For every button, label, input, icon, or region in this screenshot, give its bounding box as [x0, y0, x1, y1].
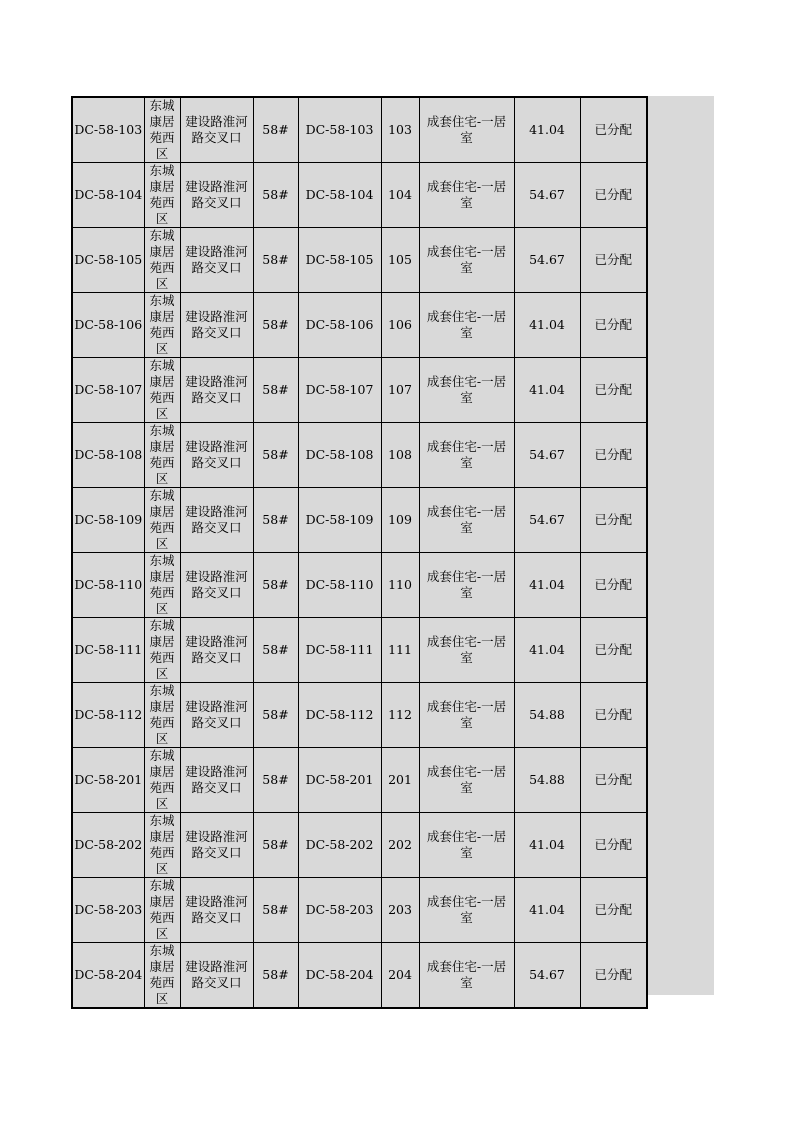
cell-type-text: 成套住宅-一居室	[426, 894, 507, 925]
cell-type-text: 成套住宅-一居室	[426, 699, 507, 730]
cell-community	[144, 553, 180, 618]
cell-location-text: 建设路淮河路交叉口	[185, 764, 248, 795]
cell-community-text: 东城康居苑西区	[149, 358, 175, 421]
cell-location-text: 建设路淮河路交叉口	[185, 959, 248, 990]
cell-room: 109	[381, 488, 419, 553]
cell-location	[180, 683, 253, 748]
cell-status: 已分配	[580, 943, 647, 1009]
cell-code: DC-58-204	[72, 943, 144, 1009]
cell-status: 已分配	[580, 488, 647, 553]
cell-location-text: 建设路淮河路交叉口	[185, 244, 248, 275]
cell-unit-code: DC-58-110	[298, 553, 381, 618]
cell-type	[419, 293, 514, 358]
cell-community-text: 东城康居苑西区	[149, 748, 175, 811]
cell-type-text: 成套住宅-一居室	[426, 439, 507, 470]
cell-unit-code: DC-58-201	[298, 748, 381, 813]
table-row	[72, 618, 647, 683]
cell-unit-code: DC-58-111	[298, 618, 381, 683]
cell-unit-code: DC-58-104	[298, 163, 381, 228]
cell-type-text: 成套住宅-一居室	[426, 959, 507, 990]
cell-building: 58#	[253, 553, 298, 618]
cell-building: 58#	[253, 813, 298, 878]
cell-building: 58#	[253, 683, 298, 748]
cell-room: 203	[381, 878, 419, 943]
cell-code: DC-58-109	[72, 488, 144, 553]
cell-room: 111	[381, 618, 419, 683]
cell-code: DC-58-108	[72, 423, 144, 488]
cell-area: 41.04	[514, 618, 580, 683]
cell-building: 58#	[253, 358, 298, 423]
cell-location-text: 建设路淮河路交叉口	[185, 114, 248, 145]
cell-community	[144, 813, 180, 878]
cell-location	[180, 423, 253, 488]
cell-building: 58#	[253, 228, 298, 293]
cell-room: 107	[381, 358, 419, 423]
cell-community	[144, 163, 180, 228]
cell-unit-code: DC-58-112	[298, 683, 381, 748]
table-body	[72, 97, 647, 1008]
cell-status: 已分配	[580, 423, 647, 488]
cell-status: 已分配	[580, 553, 647, 618]
cell-type	[419, 97, 514, 163]
cell-location	[180, 293, 253, 358]
cell-area: 54.67	[514, 943, 580, 1009]
cell-area: 54.67	[514, 163, 580, 228]
cell-room: 106	[381, 293, 419, 358]
cell-type	[419, 878, 514, 943]
cell-status: 已分配	[580, 683, 647, 748]
cell-room: 110	[381, 553, 419, 618]
cell-type-text: 成套住宅-一居室	[426, 764, 507, 795]
cell-type-text: 成套住宅-一居室	[426, 504, 507, 535]
cell-location	[180, 228, 253, 293]
cell-type	[419, 618, 514, 683]
cell-code: DC-58-112	[72, 683, 144, 748]
cell-room: 105	[381, 228, 419, 293]
cell-community-text: 东城康居苑西区	[149, 423, 175, 486]
cell-building: 58#	[253, 943, 298, 1009]
cell-type	[419, 683, 514, 748]
cell-community	[144, 748, 180, 813]
cell-building: 58#	[253, 748, 298, 813]
cell-type	[419, 943, 514, 1009]
housing-allocation-table	[71, 96, 648, 1009]
table-row	[72, 813, 647, 878]
cell-community-text: 东城康居苑西区	[149, 878, 175, 941]
cell-unit-code: DC-58-109	[298, 488, 381, 553]
cell-unit-code: DC-58-108	[298, 423, 381, 488]
cell-code: DC-58-203	[72, 878, 144, 943]
cell-location-text: 建设路淮河路交叉口	[185, 634, 248, 665]
cell-community	[144, 97, 180, 163]
cell-community-text: 东城康居苑西区	[149, 813, 175, 876]
cell-code: DC-58-106	[72, 293, 144, 358]
cell-type-text: 成套住宅-一居室	[426, 309, 507, 340]
cell-status: 已分配	[580, 878, 647, 943]
cell-location-text: 建设路淮河路交叉口	[185, 829, 248, 860]
cell-location	[180, 878, 253, 943]
cell-code: DC-58-105	[72, 228, 144, 293]
cell-community-text: 东城康居苑西区	[149, 488, 175, 551]
cell-location	[180, 163, 253, 228]
cell-building: 58#	[253, 488, 298, 553]
cell-type	[419, 813, 514, 878]
cell-community	[144, 358, 180, 423]
cell-status: 已分配	[580, 813, 647, 878]
table-row	[72, 423, 647, 488]
cell-location	[180, 943, 253, 1009]
cell-location-text: 建设路淮河路交叉口	[185, 699, 248, 730]
cell-area: 54.67	[514, 423, 580, 488]
cell-unit-code: DC-58-202	[298, 813, 381, 878]
cell-location	[180, 748, 253, 813]
cell-community-text: 东城康居苑西区	[149, 553, 175, 616]
cell-location	[180, 97, 253, 163]
cell-type-text: 成套住宅-一居室	[426, 114, 507, 145]
cell-code: DC-58-202	[72, 813, 144, 878]
cell-area: 41.04	[514, 553, 580, 618]
cell-location	[180, 488, 253, 553]
cell-type	[419, 423, 514, 488]
cell-type-text: 成套住宅-一居室	[426, 179, 507, 210]
cell-area: 41.04	[514, 358, 580, 423]
cell-unit-code: DC-58-106	[298, 293, 381, 358]
table-row	[72, 748, 647, 813]
cell-area: 41.04	[514, 97, 580, 163]
cell-community-text: 东城康居苑西区	[149, 163, 175, 226]
cell-unit-code: DC-58-103	[298, 97, 381, 163]
cell-code: DC-58-201	[72, 748, 144, 813]
table-row	[72, 293, 647, 358]
cell-community-text: 东城康居苑西区	[149, 293, 175, 356]
cell-building: 58#	[253, 878, 298, 943]
cell-type	[419, 748, 514, 813]
cell-unit-code: DC-58-107	[298, 358, 381, 423]
cell-community	[144, 618, 180, 683]
cell-room: 108	[381, 423, 419, 488]
table-row	[72, 228, 647, 293]
cell-code: DC-58-111	[72, 618, 144, 683]
cell-type	[419, 358, 514, 423]
cell-location-text: 建设路淮河路交叉口	[185, 439, 248, 470]
cell-community	[144, 228, 180, 293]
cell-location	[180, 553, 253, 618]
cell-location-text: 建设路淮河路交叉口	[185, 179, 248, 210]
cell-community	[144, 878, 180, 943]
cell-community	[144, 293, 180, 358]
cell-status: 已分配	[580, 228, 647, 293]
table-row	[72, 683, 647, 748]
cell-community	[144, 943, 180, 1009]
cell-area: 54.88	[514, 683, 580, 748]
cell-area: 54.88	[514, 748, 580, 813]
table-row	[72, 553, 647, 618]
table-row	[72, 358, 647, 423]
cell-building: 58#	[253, 618, 298, 683]
cell-room: 104	[381, 163, 419, 228]
cell-community	[144, 423, 180, 488]
cell-building: 58#	[253, 97, 298, 163]
cell-status: 已分配	[580, 618, 647, 683]
cell-building: 58#	[253, 423, 298, 488]
cell-code: DC-58-104	[72, 163, 144, 228]
cell-community-text: 东城康居苑西区	[149, 98, 175, 161]
cell-code: DC-58-107	[72, 358, 144, 423]
cell-status: 已分配	[580, 163, 647, 228]
cell-status: 已分配	[580, 748, 647, 813]
cell-location-text: 建设路淮河路交叉口	[185, 569, 248, 600]
cell-type-text: 成套住宅-一居室	[426, 569, 507, 600]
table-row	[72, 488, 647, 553]
cell-area: 41.04	[514, 293, 580, 358]
cell-location-text: 建设路淮河路交叉口	[185, 894, 248, 925]
gray-margin-band	[647, 96, 714, 995]
table-row	[72, 97, 647, 163]
cell-room: 202	[381, 813, 419, 878]
cell-community-text: 东城康居苑西区	[149, 943, 175, 1006]
cell-type	[419, 228, 514, 293]
cell-location	[180, 618, 253, 683]
cell-community	[144, 683, 180, 748]
cell-community-text: 东城康居苑西区	[149, 228, 175, 291]
cell-type	[419, 488, 514, 553]
cell-code: DC-58-110	[72, 553, 144, 618]
cell-area: 54.67	[514, 228, 580, 293]
cell-room: 103	[381, 97, 419, 163]
cell-room: 112	[381, 683, 419, 748]
table-row	[72, 878, 647, 943]
cell-community	[144, 488, 180, 553]
cell-unit-code: DC-58-203	[298, 878, 381, 943]
cell-community-text: 东城康居苑西区	[149, 683, 175, 746]
cell-unit-code: DC-58-204	[298, 943, 381, 1009]
cell-type	[419, 163, 514, 228]
cell-status: 已分配	[580, 293, 647, 358]
cell-type-text: 成套住宅-一居室	[426, 374, 507, 405]
cell-location	[180, 813, 253, 878]
cell-area: 41.04	[514, 878, 580, 943]
cell-building: 58#	[253, 293, 298, 358]
cell-community-text: 东城康居苑西区	[149, 618, 175, 681]
cell-status: 已分配	[580, 358, 647, 423]
cell-location-text: 建设路淮河路交叉口	[185, 309, 248, 340]
cell-type-text: 成套住宅-一居室	[426, 244, 507, 275]
cell-room: 201	[381, 748, 419, 813]
cell-code: DC-58-103	[72, 97, 144, 163]
table-row	[72, 943, 647, 1009]
cell-type	[419, 553, 514, 618]
cell-location	[180, 358, 253, 423]
cell-unit-code: DC-58-105	[298, 228, 381, 293]
cell-status: 已分配	[580, 97, 647, 163]
cell-area: 54.67	[514, 488, 580, 553]
cell-location-text: 建设路淮河路交叉口	[185, 374, 248, 405]
cell-area: 41.04	[514, 813, 580, 878]
cell-room: 204	[381, 943, 419, 1009]
cell-type-text: 成套住宅-一居室	[426, 829, 507, 860]
cell-building: 58#	[253, 163, 298, 228]
cell-type-text: 成套住宅-一居室	[426, 634, 507, 665]
table-row	[72, 163, 647, 228]
cell-location-text: 建设路淮河路交叉口	[185, 504, 248, 535]
